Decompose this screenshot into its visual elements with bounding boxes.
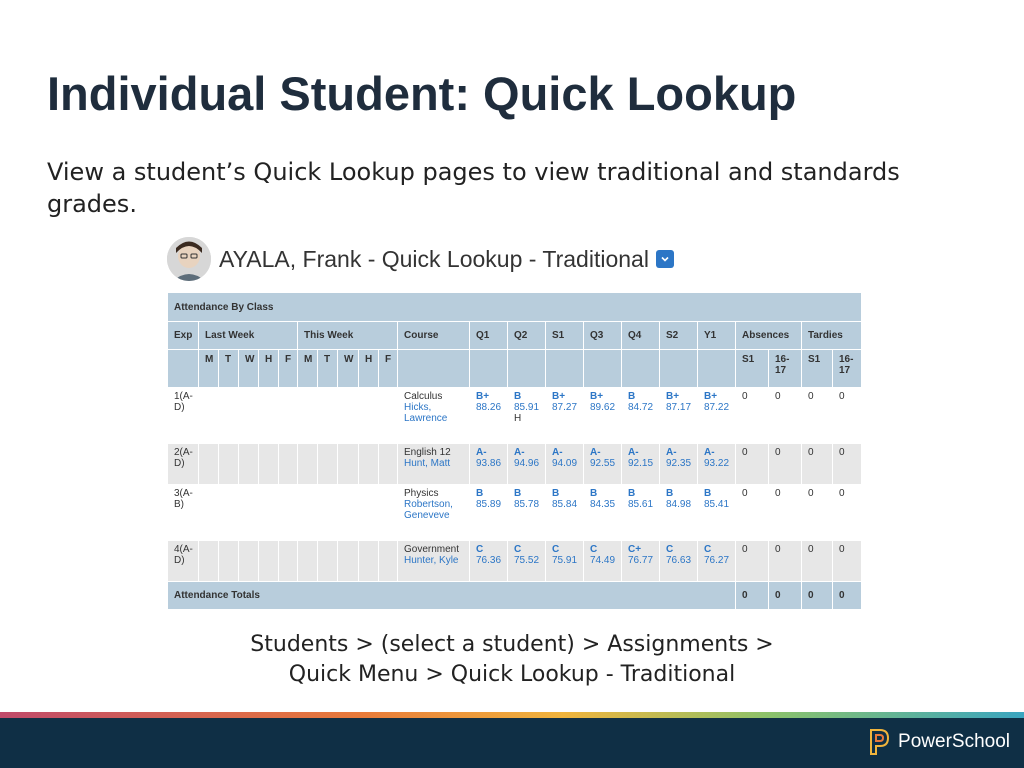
tardy-count: 0: [802, 541, 833, 582]
absence-count: 0: [736, 485, 769, 541]
day-label: F: [379, 350, 398, 388]
grade-score[interactable]: 88.26: [476, 402, 502, 413]
student-photo: [167, 237, 211, 281]
col-header-last-week: Last Week: [199, 322, 298, 350]
table-row: [168, 444, 862, 485]
grade-score[interactable]: 75.91: [552, 555, 578, 566]
grade-cell[interactable]: [622, 444, 660, 485]
grade-cell[interactable]: [508, 485, 546, 541]
grade-score[interactable]: 87.27: [552, 402, 578, 413]
slide-description: View a student’s Quick Lookup pages to view traditional and standards grades.: [47, 158, 900, 218]
col-header-exp: Exp: [168, 322, 199, 350]
grade-letter[interactable]: B: [704, 488, 712, 499]
tardy-count: 0: [802, 388, 833, 444]
grade-letter[interactable]: C: [514, 544, 522, 555]
absence-count: 0: [736, 541, 769, 582]
brand-logo: [868, 728, 1010, 756]
grade-letter[interactable]: C: [704, 544, 712, 555]
absence-count: 0: [769, 485, 802, 541]
teacher-link[interactable]: Hunter, Kyle: [404, 555, 459, 566]
grade-letter[interactable]: B: [628, 391, 636, 402]
grade-score[interactable]: 84.72: [628, 402, 654, 413]
teacher-link[interactable]: Robertson, Geneveve: [404, 499, 453, 521]
grade-cell[interactable]: [508, 541, 546, 582]
grade-cell[interactable]: [698, 388, 736, 444]
navigation-path-line: Students > (select a student) > Assignments >: [250, 632, 774, 657]
grade-letter[interactable]: B: [666, 488, 674, 499]
grade-score[interactable]: 85.84: [552, 499, 578, 510]
course-cell: [398, 444, 470, 485]
day-label: M: [199, 350, 219, 388]
grade-score[interactable]: 74.49: [590, 555, 616, 566]
quick-lookup-table: [167, 292, 862, 610]
day-label: W: [239, 350, 259, 388]
tardy-count: 0: [833, 388, 862, 444]
grade-letter[interactable]: A-: [628, 447, 639, 458]
grade-letter[interactable]: B+: [704, 391, 718, 402]
view-dropdown-button[interactable]: [656, 250, 674, 268]
tardy-count: 0: [802, 444, 833, 485]
grade-score[interactable]: 87.17: [666, 402, 692, 413]
grade-letter[interactable]: C: [552, 544, 560, 555]
grade-score[interactable]: 84.98: [666, 499, 692, 510]
slide-title: Individual Student: Quick Lookup: [47, 67, 797, 120]
grade-letter[interactable]: C: [476, 544, 484, 555]
grade-score[interactable]: 85.91: [514, 402, 540, 413]
grade-cell[interactable]: [622, 388, 660, 444]
grade-score[interactable]: 94.96: [514, 458, 540, 469]
table-row: [168, 388, 862, 444]
col-header-q3: Q3: [584, 322, 622, 350]
day-label: W: [338, 350, 359, 388]
course-name: Government: [404, 544, 460, 555]
grade-score[interactable]: 93.22: [704, 458, 730, 469]
grade-cell[interactable]: [660, 541, 698, 582]
grade-letter[interactable]: B: [590, 488, 598, 499]
absence-count: 0: [769, 541, 802, 582]
grade-letter[interactable]: B: [514, 488, 522, 499]
grade-cell[interactable]: [546, 485, 584, 541]
grade-cell[interactable]: [698, 444, 736, 485]
grade-letter[interactable]: B: [552, 488, 560, 499]
grade-flag: H: [514, 413, 522, 424]
course-cell: [398, 485, 470, 541]
col-header-absences: Absences: [736, 322, 802, 350]
course-name: English 12: [404, 447, 451, 458]
absence-count: 0: [736, 388, 769, 444]
col-header-q1: Q1: [470, 322, 508, 350]
grade-letter[interactable]: A-: [476, 447, 487, 458]
grade-score[interactable]: 84.35: [590, 499, 616, 510]
grade-letter[interactable]: B: [514, 391, 522, 402]
col-header-s2: S2: [660, 322, 698, 350]
total-absence-count: 0: [769, 582, 802, 610]
grade-score[interactable]: 93.86: [476, 458, 502, 469]
grade-score[interactable]: 85.41: [704, 499, 730, 510]
absence-count: 0: [769, 444, 802, 485]
grade-letter[interactable]: B+: [666, 391, 680, 402]
grade-letter[interactable]: A-: [514, 447, 525, 458]
tardy-count: 0: [833, 541, 862, 582]
course-cell: [398, 541, 470, 582]
col-header-tardies: Tardies: [802, 322, 862, 350]
teacher-link[interactable]: Hicks, Lawrence: [404, 402, 448, 424]
exp-cell: 1(A-D): [168, 388, 199, 444]
grade-cell[interactable]: [508, 444, 546, 485]
course-name: Physics: [404, 488, 439, 499]
grade-cell[interactable]: [584, 541, 622, 582]
grade-letter[interactable]: B: [628, 488, 636, 499]
day-label: F: [279, 350, 298, 388]
col-header-course: Course: [398, 322, 470, 350]
grade-cell[interactable]: [470, 541, 508, 582]
grade-letter[interactable]: A-: [590, 447, 601, 458]
table-row: [168, 485, 862, 541]
col-header-y1: Y1: [698, 322, 736, 350]
table-row: [168, 541, 862, 582]
grade-score[interactable]: 87.22: [704, 402, 730, 413]
grade-cell[interactable]: [584, 444, 622, 485]
grade-cell[interactable]: [622, 485, 660, 541]
grade-cell[interactable]: [470, 485, 508, 541]
grade-score[interactable]: 94.09: [552, 458, 578, 469]
navigation-path: [0, 630, 1024, 690]
day-label: T: [219, 350, 239, 388]
absence-term-label: 16-17: [769, 350, 802, 388]
grade-score[interactable]: 76.27: [704, 555, 730, 566]
footer-bar: [0, 718, 1024, 768]
grade-score[interactable]: 76.63: [666, 555, 692, 566]
grade-letter[interactable]: B+: [552, 391, 566, 402]
total-tardy-count: 0: [802, 582, 833, 610]
course-name: Calculus: [404, 391, 443, 402]
chevron-down-icon: [660, 254, 670, 264]
grade-cell[interactable]: [470, 444, 508, 485]
col-header-q4: Q4: [622, 322, 660, 350]
grade-cell[interactable]: [584, 485, 622, 541]
grade-cell[interactable]: [470, 388, 508, 444]
grade-score[interactable]: 92.55: [590, 458, 616, 469]
grade-score[interactable]: 92.35: [666, 458, 692, 469]
totals-label: Attendance Totals: [168, 582, 736, 610]
absence-count: 0: [736, 444, 769, 485]
grade-cell[interactable]: [698, 541, 736, 582]
page-heading: AYALA, Frank - Quick Lookup - Traditional: [219, 245, 649, 272]
course-cell: [398, 388, 470, 444]
day-label: M: [298, 350, 318, 388]
brand-name: PowerSchool: [898, 731, 1010, 752]
grade-cell[interactable]: [546, 541, 584, 582]
exp-cell: 2(A-D): [168, 444, 199, 485]
grade-letter[interactable]: C+: [628, 544, 642, 555]
grade-score[interactable]: 89.62: [590, 402, 616, 413]
grade-letter[interactable]: A-: [552, 447, 563, 458]
grade-letter[interactable]: B: [476, 488, 484, 499]
absence-count: 0: [769, 388, 802, 444]
grade-letter[interactable]: B+: [476, 391, 490, 402]
grade-score[interactable]: 92.15: [628, 458, 654, 469]
grade-score[interactable]: 85.78: [514, 499, 540, 510]
powerschool-logo-icon: [868, 728, 892, 756]
day-label: H: [259, 350, 279, 388]
grade-cell[interactable]: [546, 388, 584, 444]
grade-score[interactable]: 76.77: [628, 555, 654, 566]
tardy-term-label: S1: [802, 350, 833, 388]
grade-cell[interactable]: [584, 388, 622, 444]
grade-letter[interactable]: C: [590, 544, 598, 555]
total-absence-count: 0: [736, 582, 769, 610]
col-header-q2: Q2: [508, 322, 546, 350]
grade-cell[interactable]: [622, 541, 660, 582]
grade-cell[interactable]: [546, 444, 584, 485]
total-tardy-count: 0: [833, 582, 862, 610]
grade-cell[interactable]: [660, 444, 698, 485]
tardy-count: 0: [802, 485, 833, 541]
grade-letter[interactable]: A-: [666, 447, 677, 458]
table-header-row: [168, 322, 862, 350]
tardy-count: 0: [833, 444, 862, 485]
grade-letter[interactable]: A-: [704, 447, 715, 458]
navigation-path-line: Quick Menu > Quick Lookup - Traditional: [288, 662, 736, 687]
day-label: T: [318, 350, 338, 388]
exp-cell: 3(A-B): [168, 485, 199, 541]
table-subheader-row: [168, 350, 862, 388]
exp-cell: 4(A-D): [168, 541, 199, 582]
table-caption: Attendance By Class: [168, 293, 862, 322]
col-header-s1: S1: [546, 322, 584, 350]
grade-cell[interactable]: [698, 485, 736, 541]
day-label: H: [359, 350, 379, 388]
grade-cell[interactable]: [660, 388, 698, 444]
grade-letter[interactable]: B+: [590, 391, 604, 402]
attendance-totals-row: [168, 582, 862, 610]
grade-score[interactable]: 85.89: [476, 499, 502, 510]
absence-term-label: S1: [736, 350, 769, 388]
grade-score[interactable]: 75.52: [514, 555, 540, 566]
screenshot-header: [167, 237, 674, 281]
grade-score[interactable]: 76.36: [476, 555, 502, 566]
tardy-term-label: 16-17: [833, 350, 862, 388]
grade-letter[interactable]: C: [666, 544, 674, 555]
grade-score[interactable]: 85.61: [628, 499, 654, 510]
tardy-count: 0: [833, 485, 862, 541]
teacher-link[interactable]: Hunt, Matt: [404, 458, 451, 469]
col-header-this-week: This Week: [298, 322, 398, 350]
grade-cell[interactable]: [508, 388, 546, 444]
grade-cell[interactable]: [660, 485, 698, 541]
